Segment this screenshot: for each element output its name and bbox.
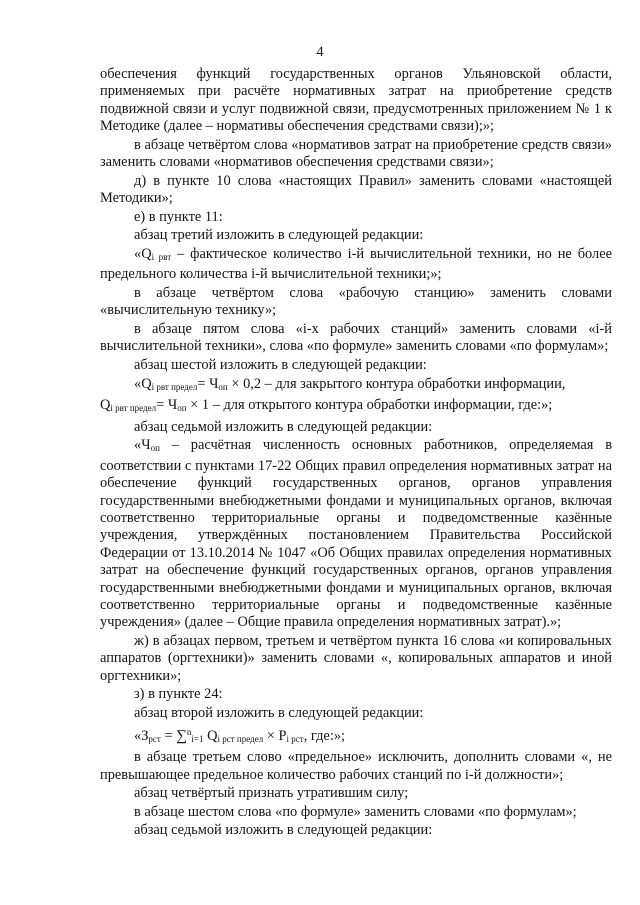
formula-paragraph: $Q_{i рвт предел}= Ч_{оп} \times 1$ – для открытого контура обработки информации, где:»;: [100, 397, 553, 414]
formula-paragraph: «$З_{рст} = \sum^n_{i=1}$ $Q_{i рст предел} \times P_{i рст}$, где:»;: [134, 726, 346, 744]
paragraph: абзац четвёртый признать утратившим силу;: [134, 785, 409, 802]
formula-paragraph: «$Q_{i рвт}$ – фактическое количество i-й вычислительной техники, но не более предельного количества i-й вычислительной техники;»;: [100, 246, 612, 283]
paragraph: абзац седьмой изложить в следующей редакции:: [134, 822, 433, 839]
formula-paragraph: «$Ч_{оп}$ – расчётная численность основных работников, определяемая в соответствии с пунктами 17-22 Общих правил определения нормативных затрат на обеспечение функций государственных органов, органов управления государственными внебюджетными фондами и муниципальных органов, включая соответственно территориальные органы и подведомственные казённые учреждения, утверждённых постановлением Правительства Российской Федерации от 13.10.2014 № 1047 «Об Общих правилах определения нормативных затрат на обеспечение функций государственных органов, органов управления государственными внебюджетными фондами и муниципальных органов, включая соответственно территориальные органы и подведомственные казённые учреждения» (далее – Общие правила определения нормативных затрат).»;: [100, 437, 612, 631]
page-number: 4: [316, 44, 324, 60]
paragraph: в абзаце четвёртом слова «нормативов затрат на приобретение средств связи» заменить словами «нормативов обеспечения средствами связи»;: [100, 136, 612, 171]
formula-ch-op: «$Ч_{оп}$: [134, 437, 160, 454]
formula-paragraph: «$Q_{i рвт предел}= Ч_{оп} \times 0,2$ – для закрытого контура обработки информации,: [134, 375, 566, 392]
formula-z-rst: «$З_{рст} = \sum^n_{i=1}$ $Q_{i рст предел} \times P_{i рст}$: [134, 726, 304, 744]
formula-q-rvt-limit-closed: «$Q_{i рвт предел}= Ч_{оп} \times 0,2$: [134, 375, 262, 392]
paragraph: в абзаце четвёртом слова «рабочую станцию» заменить словами «вычислительную технику»;: [100, 285, 612, 319]
paragraph: обеспечения функций государственных органов Ульяновской области, применяемых при расчёте нормативных затрат на приобретение средств подвижной связи и услуг подвижной связи, предусмотренных приложением № 1 к Методике (далее – нормативы обеспечения средствами связи);»;: [100, 66, 612, 135]
paragraph: абзац шестой изложить в следующей редакции:: [134, 357, 427, 373]
paragraph: ж) в абзацах первом, третьем и четвёртом пункта 16 слова «и копировальных аппаратов (оргтехники)» заменить словами «, копировальных аппаратов и иной оргтехники»;: [100, 633, 612, 684]
paragraph: в абзаце пятом слова «i-х рабочих станций» заменить словами «i-й вычислительной техники», слова «по формуле» заменить словами «по формулам»;: [100, 321, 612, 355]
formula-q-rvt: «$Q_{i рвт}$: [134, 246, 172, 262]
paragraph: е) в пункте 11:: [134, 208, 223, 225]
paragraph: в абзаце третьем слово «предельное» исключить, дополнить словами «, не превышающее предельное количество рабочих станций по i-й должности»;: [100, 749, 612, 783]
paragraph: абзац третий изложить в следующей редакции:: [134, 227, 424, 244]
formula-q-rvt-limit-open: $Q_{i рвт предел}= Ч_{оп} \times 1$: [100, 397, 210, 414]
paragraph: д) в пункте 10 слова «настоящих Правил» заменить словами «настоящей Методики»;: [100, 172, 612, 207]
document-body: [100, 66, 612, 841]
paragraph: абзац седьмой изложить в следующей редакции:: [134, 418, 433, 435]
paragraph: в абзаце шестом слова «по формуле» заменить словами «по формулам»;: [134, 803, 577, 820]
paragraph: абзац второй изложить в следующей редакции:: [134, 705, 424, 722]
paragraph: з) в пункте 24:: [134, 686, 223, 703]
